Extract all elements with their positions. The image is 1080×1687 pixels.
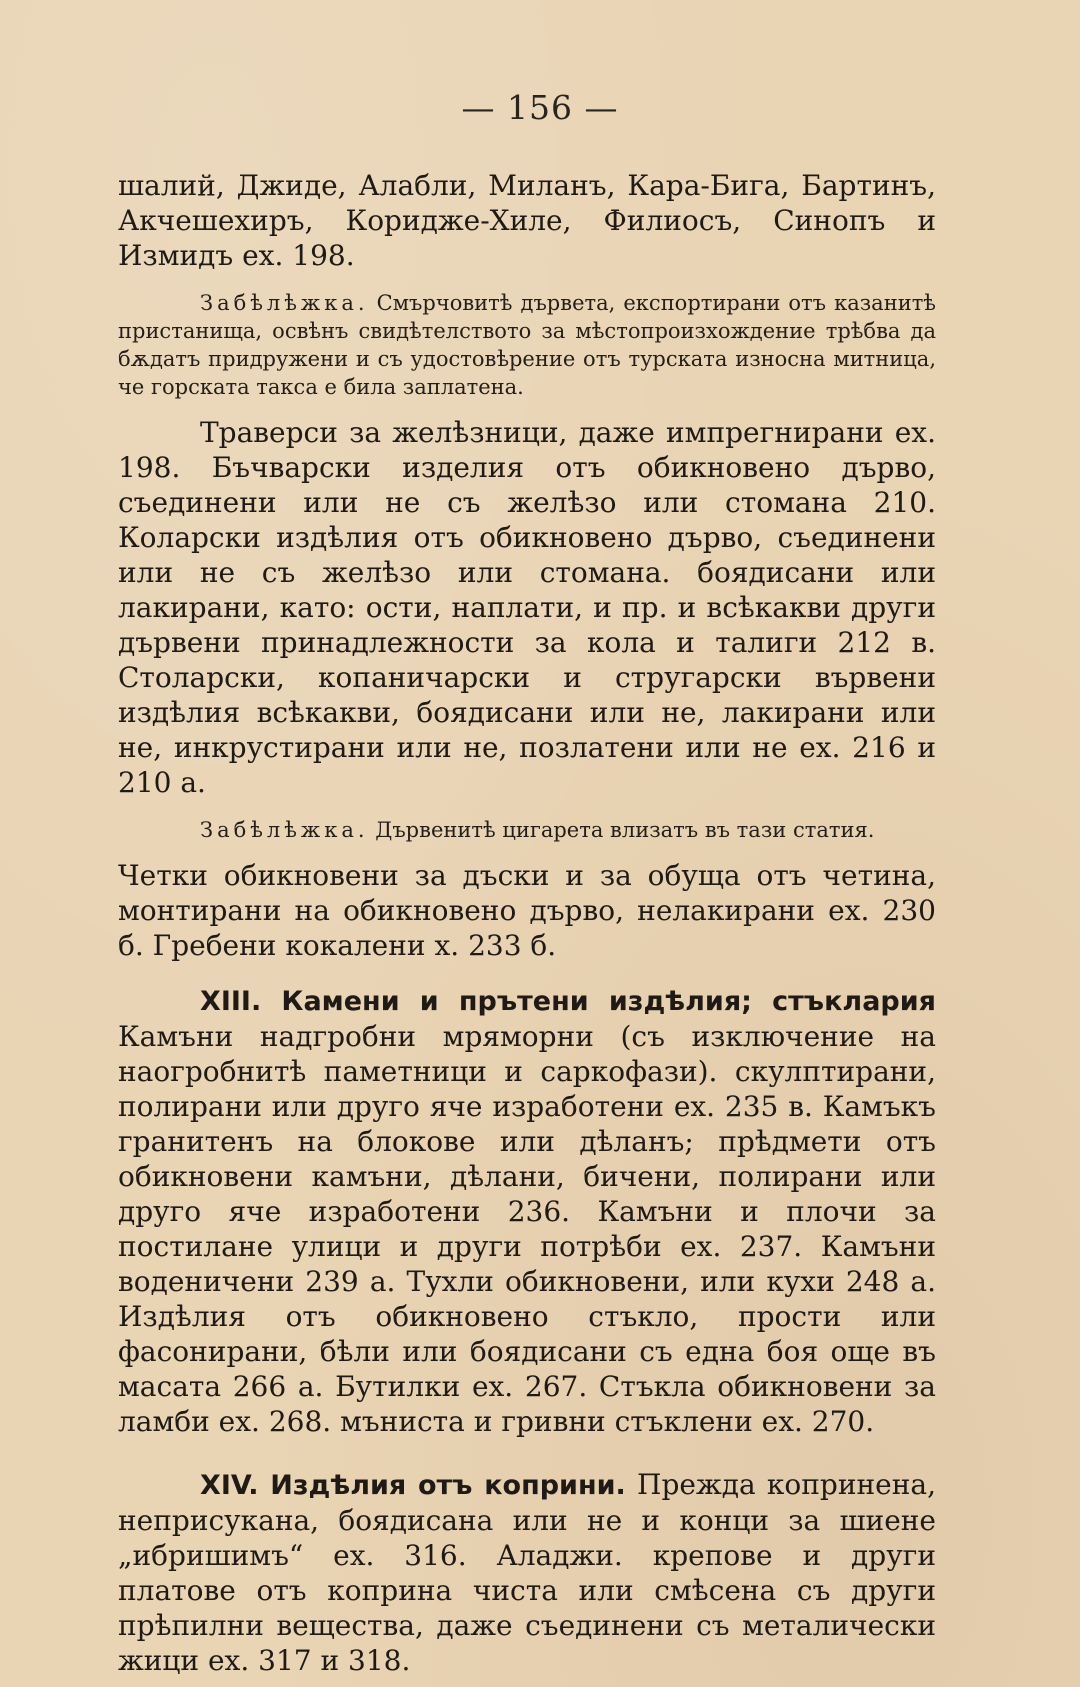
note-label: Забѣлѣжка. bbox=[200, 818, 369, 842]
note-block-2 bbox=[118, 816, 936, 844]
page-number: — 156 — bbox=[461, 88, 619, 127]
section-text: Прежда копринена, неприсукана, боядисана или не и конци за шиене „ибришимъ“ ех. 316. Аладжи. крепове и други платове отъ коприна чиста или смѣсена съ други прѣпилни вещества, даже съединени съ металически жици ех. 317 и 318. bbox=[118, 1468, 936, 1677]
note-label: Забѣлѣжка. bbox=[200, 291, 369, 315]
page-body bbox=[118, 168, 936, 1678]
section-xiii bbox=[118, 983, 936, 1439]
paragraph-continuation bbox=[118, 168, 936, 273]
section-heading: XIII. Камени и прътени издѣлия; стъклария bbox=[200, 986, 936, 1017]
section-xiv bbox=[118, 1467, 936, 1678]
paragraph-text: Четки обикновени за дъски и за обуща отъ четина, монтирани на обикновено дърво, нелакирани ех. 230 б. Гребени кокалени х. 233 б. bbox=[118, 859, 936, 962]
note-text: Дървенитѣ цигарета влизатъ въ тази статия. bbox=[375, 818, 875, 842]
paragraph-text: Траверси за желѣзници, даже импрегнирани ех. 198. Бъчварски изделия отъ обикновено дърво, съединени или не съ желѣзо или стомана 210. Коларски издѣлия отъ обикновено дърво, съединени или не съ желѣзо или стомана. боядисани или лакирани, като: ости, наплати, и пр. и всѣкакви други дървени принадлежности за кола и талиги 212 в. Столарски, копаничарски и стругарски вървени издѣлия всѣкакви, боядисани или не, лакирани или не, инкрустирани или не, позлатени или не ех. 216 и 210 а. bbox=[118, 416, 936, 799]
paragraph-brushes-combs bbox=[118, 858, 936, 963]
section-heading: XIV. Издѣлия отъ коприни. bbox=[200, 1470, 626, 1501]
paragraph-wood-products bbox=[118, 415, 936, 800]
section-text: Камъни надгробни мряморни (съ изключение на наогробнитѣ паметници и саркофази). скулптирани, полирани или друго яче изработени ех. 235 в. Камъкъ гранитенъ на блокове или дѣланъ; прѣдмети отъ обикновени камъни, дѣлани, бичени, полирани или друго яче изработени 236. Камъни и плочи за постилане улици и други потрѣби ех. 237. Камъни воденичени 239 а. Тухли обикновени, или кухи 248 а. Издѣлия отъ обикновено стъкло, прости или фасонирани, бѣли или боядисани съ една боя още въ масата 266 а. Бутилки ех. 267. Стъкла обикновени за ламби ех. 268. мъниста и гривни стъклени ех. 270. bbox=[118, 1020, 936, 1438]
paragraph-text: шалий, Джиде, Алабли, Миланъ, Кара-Бига, Бартинъ, Акчешехиръ, Кориджe-Хиле, Филиосъ, Синопъ и Измидъ ех. 198. bbox=[118, 169, 936, 272]
note-block-1 bbox=[118, 289, 936, 401]
note-text: Смърчовитѣ дървета, експортирани отъ казанитѣ пристанища, освѣнъ свидѣтелството за мѣстопроизхождение трѣбва да бѫдатъ придружени и съ удостовѣрение отъ турската износна митница, че горската такса е била заплатена. bbox=[118, 291, 936, 399]
